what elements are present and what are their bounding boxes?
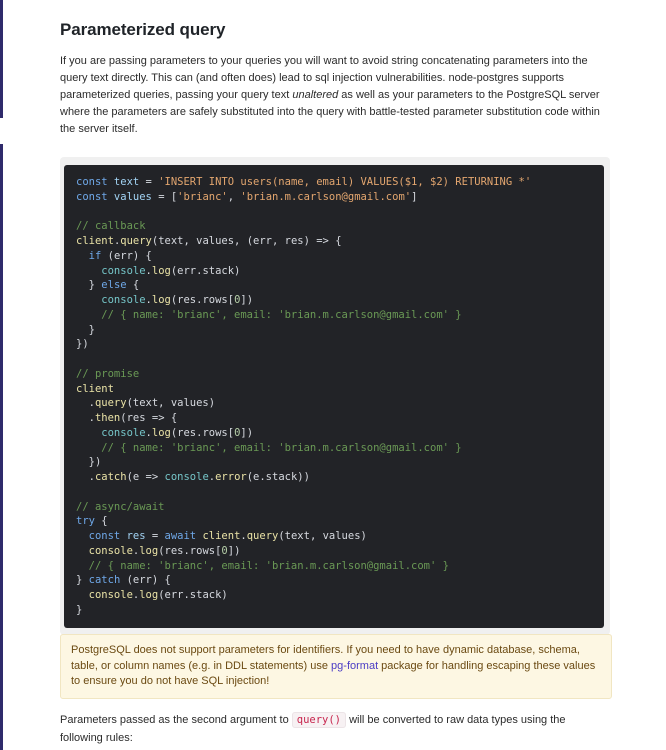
code-comment: // async/await <box>76 500 165 513</box>
code-token: catch <box>94 471 127 483</box>
code-token: . <box>145 426 152 439</box>
code-token: log <box>139 544 159 557</box>
code-token: . <box>76 412 95 424</box>
code-comment: // promise <box>76 367 140 380</box>
code-token: = <box>158 190 165 203</box>
code-token: ]) <box>240 426 254 439</box>
code-token: . <box>76 397 95 410</box>
code-token: (text, values) <box>278 530 367 542</box>
code-token: , <box>227 190 241 203</box>
code-token: 'brianc' <box>177 190 228 203</box>
code-token: { <box>126 279 140 292</box>
code-token: }) <box>76 456 102 469</box>
code-token: (res.rows[ <box>158 544 222 557</box>
code-token: } <box>76 574 89 587</box>
code-token: . <box>145 264 152 277</box>
code-token: console <box>76 294 146 306</box>
code-token: (res.rows[ <box>170 294 235 306</box>
code-token: ]) <box>240 294 254 306</box>
code-token: = <box>151 530 159 542</box>
code-token: query <box>94 397 127 410</box>
code-token: log <box>139 589 159 601</box>
code-token: 'brian.m.carlson@gmail.com' <box>240 190 412 203</box>
code-token: . <box>113 235 121 247</box>
code-token: (text, values) <box>126 397 216 410</box>
code-token: (err.stack) <box>158 589 228 601</box>
code-token: const <box>76 176 108 188</box>
code-token: log <box>151 264 171 277</box>
section-heading: Parameterized query <box>60 20 226 39</box>
code-token: = <box>145 176 152 188</box>
left-accent-bar-top <box>0 0 3 118</box>
code-token: (res => { <box>120 412 178 424</box>
code-token: res <box>120 530 152 542</box>
code-token: ] <box>411 190 418 203</box>
code-token: console <box>164 471 209 483</box>
code-token: { <box>94 515 108 528</box>
code-token: catch <box>88 574 121 587</box>
code-token: [ <box>164 190 178 203</box>
code-token: log <box>151 426 171 439</box>
code-token: console <box>76 426 146 439</box>
code-token: }) <box>76 338 89 351</box>
code-token: query <box>120 235 152 247</box>
code-comment: // { name: 'brianc', email: 'brian.m.carlson@gmail.com' } <box>76 308 462 321</box>
code-token: await <box>158 530 197 542</box>
code-token: (err) { <box>120 574 171 587</box>
code-token: . <box>145 294 152 306</box>
outro-text-2: will be converted to raw data types using the following rules: <box>60 714 566 744</box>
code-block[interactable] <box>64 165 604 628</box>
code-token: (e.stack)) <box>246 471 310 483</box>
code-token: (err.stack) <box>170 264 241 277</box>
code-comment: // { name: 'brianc', email: 'brian.m.carlson@gmail.com' } <box>76 441 462 454</box>
intro-paragraph <box>60 53 608 138</box>
code-token: } <box>76 603 83 616</box>
code-token: client <box>196 530 241 542</box>
code-token: . <box>208 471 216 483</box>
inline-code-query: query() <box>292 712 346 728</box>
note-text-1: PostgreSQL does not support parameters for identifiers. If you need to have dynamic database, schema, table, or column names (e.g. in DDL statements) use <box>71 644 580 672</box>
code-token: } <box>76 323 95 336</box>
code-token: . <box>132 589 140 601</box>
code-token: (err) { <box>101 249 152 262</box>
code-token: console <box>76 264 146 277</box>
intro-text-2: as well as your parameters to the PostgreSQL server where the parameters are safely substituted into the query with battle-tested parameter substitution code within the server itself. <box>60 89 600 135</box>
code-token: (res.rows[ <box>170 426 235 439</box>
code-token: values <box>107 190 159 203</box>
code-token: error <box>215 471 247 483</box>
code-token: (e => <box>126 471 165 483</box>
outro-paragraph <box>60 711 608 747</box>
code-token: client <box>76 235 114 247</box>
code-token: (text, values, (err, res) => { <box>151 235 342 247</box>
code-token: then <box>94 412 121 424</box>
code-comment: // callback <box>76 220 146 233</box>
warning-callout <box>60 634 612 699</box>
left-accent-bar-bottom <box>0 144 3 750</box>
intro-emphasis: unaltered <box>292 89 339 101</box>
code-comment: // { name: 'brianc', email: 'brian.m.carlson@gmail.com' } <box>76 559 449 572</box>
code-token: if <box>76 249 102 262</box>
code-token: try <box>76 515 95 528</box>
pg-format-link[interactable]: pg-format <box>331 659 379 672</box>
code-token: log <box>151 294 171 306</box>
code-token: text <box>107 176 146 188</box>
code-token: 0 <box>234 294 241 306</box>
code-token: query <box>246 530 279 542</box>
code-token: else <box>101 279 127 292</box>
intro-text-1: If you are passing parameters to your queries you will want to avoid string concatenating parameters into the query text directly. This can (and often does) lead to sql injection vulnerabilities. node-postgres supports parameterized queries, passing your query text <box>60 55 588 101</box>
code-frame <box>60 157 610 635</box>
outro-text-1: Parameters passed as the second argument to <box>60 714 292 726</box>
note-text-2: package for handling escaping these values to ensure you do not have SQL injection! <box>71 659 596 687</box>
code-token: . <box>76 471 95 483</box>
code-token: console <box>76 544 133 557</box>
code-token: const <box>76 530 121 542</box>
code-token: const <box>76 190 108 203</box>
code-token: . <box>240 530 247 542</box>
code-listing[interactable] <box>64 165 604 618</box>
code-token: client <box>76 382 114 395</box>
code-token: ]) <box>227 544 241 557</box>
code-token: 'INSERT INTO users(name, email) VALUES($1, $2) RETURNING *' <box>151 176 532 188</box>
code-token: } <box>76 279 102 292</box>
code-token: 0 <box>234 426 241 439</box>
code-token: console <box>76 589 133 601</box>
code-token: . <box>132 544 140 557</box>
code-token: 0 <box>221 544 228 557</box>
